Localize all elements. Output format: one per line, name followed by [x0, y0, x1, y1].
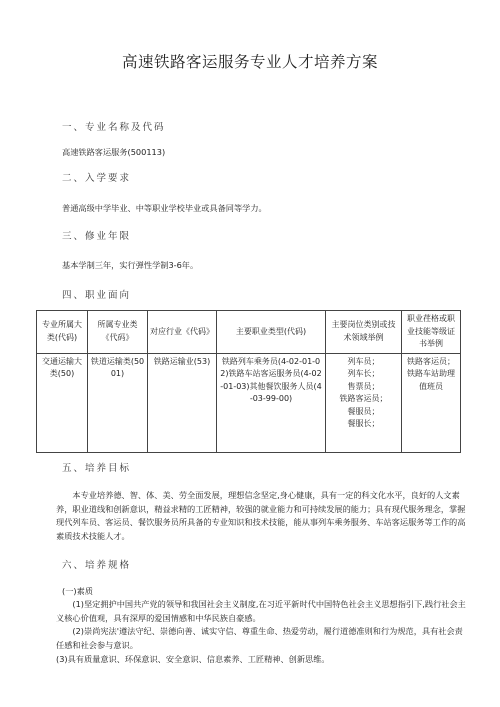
quality-item-3: (3)具有质量意识、环保意识、安全意识、信息素养、工匠精神、创新思维。 [56, 654, 330, 664]
page-title: 高速铁路客运服务专业人才培养方案 [121, 53, 378, 71]
table-header-cell: 对应行业《代码》 [148, 311, 217, 354]
career-table [36, 310, 461, 453]
table-header-cell: 主要岗位类别或技术领域举例 [326, 311, 402, 354]
table-cell-occupation: 铁路列车乘务员(4-02-01-02)铁路车站客运服务员(4-02-01-03)其他餐饮服务人员(4-03-99-00) [217, 353, 326, 452]
training-goal-text: 本专业培养德、智、体、美、劳全面发展，理想信念坚定,身心健康，具有一定的科文化水平，良好的人文素养，职业道线和创新意识，精益求精的工匠精神，较强的就业能力和可持续发展的能力；具有现代服务理念，掌握现代列车员、客运员、餐饮服务员所具备的专业知识和技术技能，能从事列车乘务服务、车站客运服务等工作的高素质技术技能人才。 [56, 490, 466, 541]
table-header-cell: 主要职业类型(代码) [217, 311, 326, 354]
section-heading-4: 四、职业面向 [62, 290, 132, 301]
section-heading-5: 五、培养目标 [62, 463, 132, 474]
quality-item-1: (1)坚定拥护中国共产党的领导和我国社会主义制度,在习近平新时代中国特色社会主义思想指引下,践行社会主义核心价值观，具有深厚的爱国情感和中华民族自豪感。 [56, 599, 466, 623]
position-item: 铁路客运员； [339, 394, 388, 403]
position-item: 售票员； [347, 381, 380, 391]
position-item: 餐服长； [347, 419, 380, 428]
table-cell-major-class: 铁道运输类(5001) [88, 353, 148, 452]
table-header-cell: 职业荏格或职业技能等级证书举例 [402, 311, 461, 354]
table-cell-category: 交通运输大类(50) [37, 353, 88, 452]
section-heading-2: 二、入学要求 [62, 173, 132, 184]
table-header-cell: 所属专业类《代码》 [88, 311, 148, 354]
table-header-row [37, 311, 461, 354]
position-item: 列车长； [347, 369, 380, 378]
position-item: 餐服员； [347, 406, 380, 416]
table-cell-industry: 铁路运输业(53) [148, 353, 217, 452]
table-header-cell: 专业所属大类(代码) [37, 311, 88, 354]
table-cell-certificates: 铁路客运员；铁路车站助理值班员 [402, 353, 461, 452]
section-heading-1: 一、专业名称及代码 [62, 122, 166, 133]
quality-item-2: (2)崇尚宪法'遵法守纪、崇德向善、诚实守信、尊重生命、热爱劳动，履行道德准则和行为规范，具有社会责任感和社会参与意识。 [56, 626, 463, 650]
duration-text: 基本学制三年，实行弹性学制3-6年。 [62, 260, 199, 270]
major-name-text: 高速铁路客运服务(500113) [62, 147, 166, 157]
section-heading-3: 三、修业年限 [62, 231, 132, 242]
position-item: 列车员； [347, 356, 380, 366]
table-cell-positions [326, 353, 402, 452]
quality-subheading: (一)素质 [62, 586, 93, 596]
table-row [37, 353, 461, 452]
admission-text: 普通高级中学毕业、中等职业学校毕业或具备同等学力。 [62, 203, 267, 213]
section-heading-6: 六、培养规格 [62, 560, 132, 571]
